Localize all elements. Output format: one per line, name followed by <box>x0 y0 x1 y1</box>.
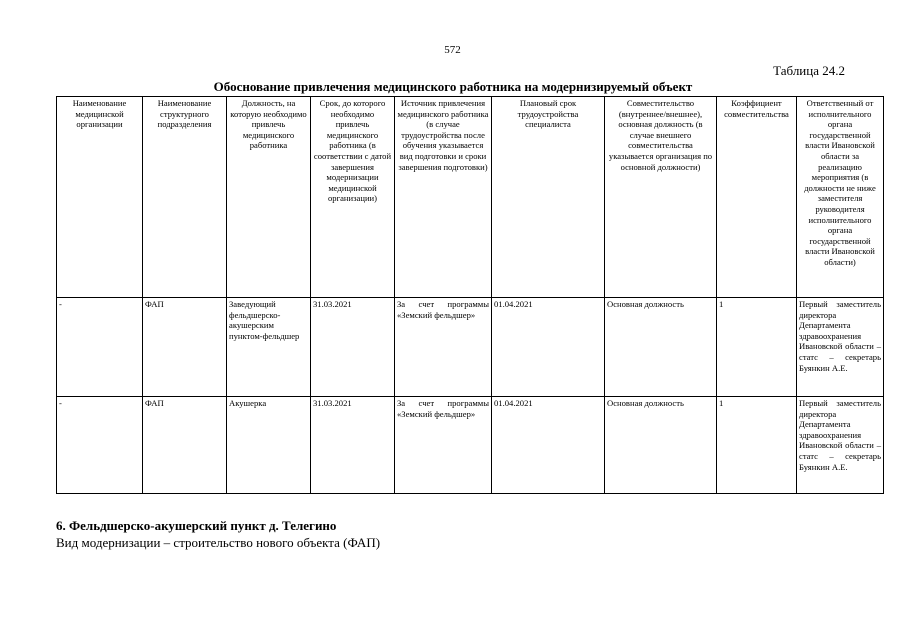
section-subtitle: Вид модернизации – строительство нового объекта (ФАП) <box>56 535 381 550</box>
cell-organization: - <box>57 298 143 397</box>
cell-combination: Основная должность <box>605 397 717 494</box>
table-row <box>57 397 884 494</box>
cell-unit: ФАП <box>143 397 227 494</box>
header-organization: Наименование медицинской организации <box>57 97 143 298</box>
staffing-table <box>56 96 884 494</box>
table-row <box>57 298 884 397</box>
cell-unit: ФАП <box>143 298 227 397</box>
cell-source: За счет программы «Земский фельдшер» <box>395 397 492 494</box>
cell-coefficient: 1 <box>717 397 797 494</box>
cell-deadline: 31.03.2021 <box>311 298 395 397</box>
header-unit: Наименование структурного подразделения <box>143 97 227 298</box>
table-header-row <box>57 97 884 298</box>
cell-planned-date: 01.04.2021 <box>492 397 605 494</box>
header-combination: Совместительство (внутреннее/внешнее), основная должность (в случае внешнего совместительства указывается организация по основной должности) <box>605 97 717 298</box>
cell-planned-date: 01.04.2021 <box>492 298 605 397</box>
cell-position: Акушерка <box>227 397 311 494</box>
cell-organization: - <box>57 397 143 494</box>
header-source: Источник привлечения медицинского работника (в случае трудоустройства после обучения указывается вид подготовки и сроки завершения подготовки) <box>395 97 492 298</box>
cell-combination: Основная должность <box>605 298 717 397</box>
header-planned-date: Плановый срок трудоустройства специалиста <box>492 97 605 298</box>
cell-source: За счет программы «Земский фельдшер» <box>395 298 492 397</box>
cell-position: Заведующий фельдшерско-акушерским пунктом-фельдшер <box>227 298 311 397</box>
page-number: 572 <box>444 44 461 56</box>
section-title: 6. Фельдшерско-акушерский пункт д. Телегино <box>56 518 337 533</box>
table-label: Таблица 24.2 <box>773 63 845 78</box>
header-responsible: Ответственный от исполнительного органа государственной власти Ивановской области за реализацию мероприятия (в должности не ниже заместителя руководителя исполнительного органа государственной власти Ивановской области) <box>797 97 884 298</box>
header-coefficient: Коэффициент совместительства <box>717 97 797 298</box>
table-title: Обоснование привлечения медицинского работника на модернизируемый объект <box>213 79 693 94</box>
cell-coefficient: 1 <box>717 298 797 397</box>
header-position: Должность, на которую необходимо привлечь медицинского работника <box>227 97 311 298</box>
cell-responsible: Первый заместитель директора Департамента здравоохранения Ивановской области – статс – секретарь Буянкин А.Е. <box>797 397 884 494</box>
cell-responsible: Первый заместитель директора Департамента здравоохранения Ивановской области – статс – секретарь Буянкин А.Е. <box>797 298 884 397</box>
header-deadline: Срок, до которого необходимо привлечь медицинского работника (в соответствии с датой завершения модернизации медицинской организации) <box>311 97 395 298</box>
cell-deadline: 31.03.2021 <box>311 397 395 494</box>
